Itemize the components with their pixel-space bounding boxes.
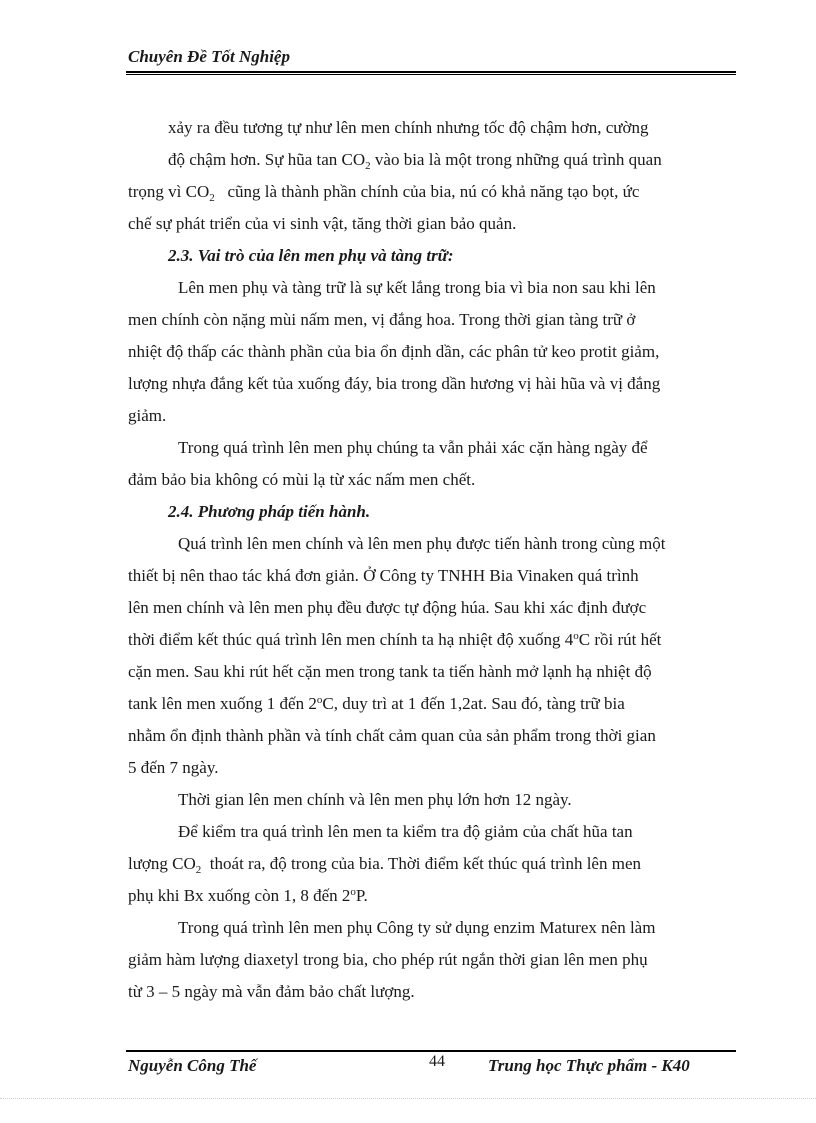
line-text: P.: [355, 886, 368, 905]
paragraph-line: thiết bị nên thao tác khá đơn giản. Ở Công ty TNHH Bia Vinaken quá trình: [128, 566, 639, 585]
line-text: xảy ra đều tương tự như lên men chính nhưng tốc độ chậm hơn, cường: [168, 118, 649, 137]
line-text: thoát ra, độ trong của bia. Thời điểm kết thúc quá trình lên men: [201, 854, 641, 873]
footer-author: Nguyễn Công Thế: [128, 1056, 257, 1075]
header-rule-thin: [126, 74, 736, 75]
paragraph-line: Để kiểm tra quá trình lên men ta kiểm tra độ giảm của chất hũa tan: [178, 822, 633, 841]
paragraph-line: [128, 176, 732, 208]
paragraph-line: cặn men. Sau khi rút hết cặn men trong tank ta tiến hành mở lạnh hạ nhiệt độ: [128, 662, 652, 681]
degree-superscript: o: [573, 630, 579, 642]
line-text: trọng vì CO: [128, 182, 210, 201]
paragraph-line: Trong quá trình lên men phụ Công ty sử dụng enzim Maturex nên làm: [178, 918, 656, 937]
paragraph-line: giảm hàm lượng diaxetyl trong bia, cho phép rút ngắn thời gian lên men phụ: [128, 950, 648, 969]
line-text: C, duy trì at 1 đến 1,2at. Sau đó, tàng trữ bia: [322, 694, 625, 713]
paragraph-line: lên men chính và lên men phụ đều được tự động húa. Sau khi xác định được: [128, 598, 647, 617]
footer-school: Trung học Thực phẩm - K40: [488, 1056, 690, 1075]
paragraph-line: Trong quá trình lên men phụ chúng ta vẫn phải xác cặn hàng ngày để: [178, 438, 648, 457]
paragraph-line: [128, 848, 732, 880]
line-text: tank lên men xuống 1 đến 2: [128, 694, 317, 713]
paragraph-line: men chính còn nặng mùi nấm men, vị đắng hoa. Trong thời gian tàng trữ ở: [128, 310, 636, 329]
degree-superscript: o: [316, 694, 323, 706]
subscript-2: 2: [365, 160, 371, 172]
section-heading-2-4: 2.4. Phương pháp tiến hành.: [168, 502, 371, 521]
page-number: 44: [429, 1053, 445, 1070]
paragraph-line: [128, 688, 732, 720]
paragraph-line: lượng nhựa đắng kết tủa xuống đáy, bia trong dần hương vị hài hũa và vị đắng: [128, 374, 661, 393]
paragraph-line: [128, 880, 732, 912]
paragraph-line: [128, 144, 732, 176]
paragraph-line: [128, 624, 732, 656]
paragraph-line: [128, 112, 732, 144]
line-text: thời điểm kết thúc quá trình lên men chính ta hạ nhiệt độ xuống 4: [128, 630, 574, 649]
line-text: lượng CO: [128, 854, 196, 873]
line-text: vào bia là một trong những quá trình quan: [370, 150, 662, 169]
page-bottom-divider: [0, 1098, 816, 1099]
subscript-2: 2: [209, 192, 215, 204]
paragraph-line: giảm.: [128, 406, 167, 425]
paragraph-line: đảm bảo bia không có mùi lạ từ xác nấm men chết.: [128, 470, 476, 489]
document-body: [128, 112, 732, 1008]
header-rule: [126, 71, 736, 73]
paragraph-line: Thời gian lên men chính và lên men phụ lớn hơn 12 ngày.: [178, 790, 572, 809]
paragraph-line: từ 3 – 5 ngày mà vẫn đảm bảo chất lượng.: [128, 982, 415, 1001]
line-text: cũng là thành phần chính của bia, nú có khả năng tạo bọt, ức: [214, 182, 640, 201]
line-text: độ chậm hơn. Sự hũa tan CO: [168, 150, 366, 169]
subscript-2: 2: [195, 864, 202, 876]
section-heading-2-3: 2.3. Vai trò của lên men phụ và tàng trữ:: [168, 246, 454, 265]
paragraph-line: 5 đến 7 ngày.: [128, 758, 219, 777]
footer-rule: [126, 1050, 736, 1052]
degree-superscript: o: [350, 886, 356, 898]
line-text: phụ khi Bx xuống còn 1, 8 đến 2: [128, 886, 351, 905]
paragraph-line: nhằm ổn định thành phần và tính chất cảm quan của sản phẩm trong thời gian: [128, 726, 656, 745]
line-text: C rồi rút hết: [578, 630, 662, 649]
line-text: chế sự phát triển của vi sinh vật, tăng thời gian bảo quản.: [128, 214, 517, 233]
paragraph-line: [128, 208, 732, 240]
paragraph-line: Lên men phụ và tàng trữ là sự kết lắng trong bia vì bia non sau khi lên: [178, 278, 656, 297]
paragraph-line: Quá trình lên men chính và lên men phụ được tiến hành trong cùng một: [178, 534, 666, 553]
header-title: Chuyên Đề Tốt Nghiệp: [128, 47, 290, 66]
paragraph-line: nhiệt độ thấp các thành phần của bia ổn định dần, các phân tử keo protit giảm,: [128, 342, 660, 361]
